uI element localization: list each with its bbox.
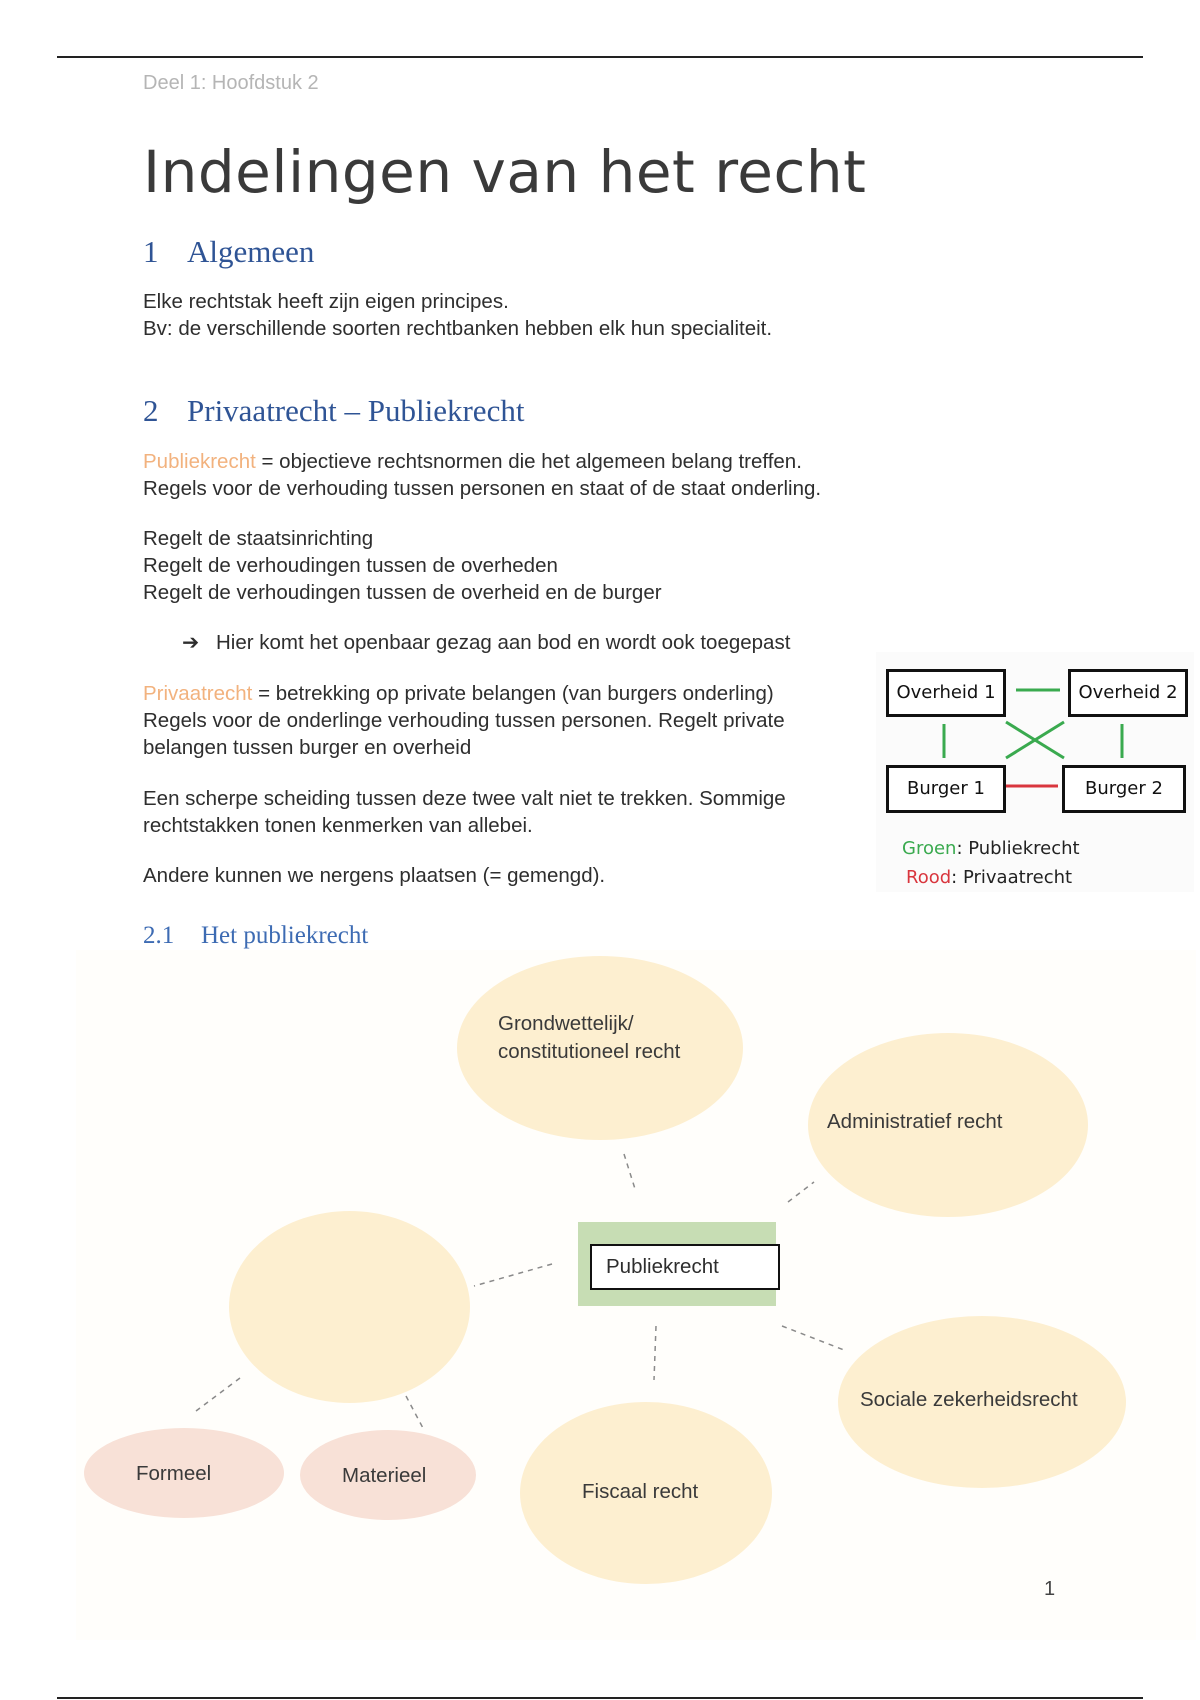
burger-2-box: Burger 2 <box>1062 765 1186 813</box>
connector-left-branch <box>474 1264 552 1286</box>
bubble-fiscal <box>520 1402 772 1584</box>
legend-red-label: : Privaatrecht <box>951 867 1073 888</box>
bubble-label: Formeel <box>136 1462 212 1485</box>
text-line: Andere kunnen we nergens plaatsen (= gemengd). <box>143 864 606 887</box>
definition-text: = objectieve rechtsnormen die het algemeen belang treffen. <box>255 450 802 473</box>
definition-text: = betrekking op private belangen (van burgers onderling) <box>252 682 774 705</box>
legend-green-word: Groen <box>902 838 957 859</box>
term-publiekrecht: Publiekrecht <box>143 450 256 473</box>
connector-social <box>782 1326 844 1350</box>
legend-green-label: : Publiekrecht <box>956 838 1080 859</box>
bubble-constitutional <box>457 956 743 1140</box>
section-number: 2 <box>143 393 159 428</box>
bubble-label: Fiscaal recht <box>582 1480 699 1503</box>
connector-administrative <box>788 1182 814 1202</box>
section-number: 2.1 <box>143 922 175 949</box>
bottom-rule <box>57 1697 1143 1699</box>
bubble-label: constitutioneel recht <box>498 1040 681 1063</box>
rule-line: Regelt de staatsinrichting <box>143 527 374 550</box>
bubble-label: Sociale zekerheidsrecht <box>860 1388 1078 1411</box>
text-line: Elke rechtstak heeft zijn eigen principes. <box>143 290 509 313</box>
connector-fiscal <box>654 1326 656 1380</box>
bubble-label: Administratief recht <box>827 1110 1003 1133</box>
bubble-label: Grondwettelijk/ <box>498 1012 634 1035</box>
bubble-social-security <box>838 1316 1126 1488</box>
rule-line: Regelt de verhoudingen tussen de overheden <box>143 554 558 577</box>
overheid-2-box: Overheid 2 <box>1068 669 1188 717</box>
overheid-1-box: Overheid 1 <box>886 669 1006 717</box>
bubble-label: Materieel <box>342 1464 427 1487</box>
text-line: Een scherpe scheiding tussen deze twee valt niet te trekken. Sommige <box>143 787 786 810</box>
right-arrow-icon: ➔ <box>182 631 200 654</box>
rule-line: Regelt de verhoudingen tussen de overheid en de burger <box>143 581 662 604</box>
bubble-administrative <box>808 1033 1088 1217</box>
section-title: Privaatrecht – Publiekrecht <box>187 393 525 428</box>
bubble-unlabeled <box>229 1211 470 1403</box>
text-line: rechtstakken tonen kenmerken van allebei. <box>143 814 533 837</box>
page-number: 1 <box>1044 1578 1056 1600</box>
text-line: Bv: de verschillende soorten rechtbanken hebben elk hun specialiteit. <box>143 317 773 340</box>
connector-constitutional <box>624 1154 636 1192</box>
text-line: belangen tussen burger en overheid <box>143 736 472 759</box>
legend-red-word: Rood <box>906 867 952 888</box>
burger-1-box: Burger 1 <box>886 765 1006 813</box>
section-number: 1 <box>143 234 159 269</box>
running-header: Deel 1: Hoofdstuk 2 <box>143 72 319 94</box>
text-line: Regels voor de onderlinge verhouding tussen personen. Regelt private <box>143 709 785 732</box>
text-line: Regels voor de verhouding tussen personen en staat of de staat onderling. <box>143 477 822 500</box>
bubble-material <box>300 1430 476 1520</box>
section-title: Het publiekrecht <box>201 922 369 949</box>
section-title: Algemeen <box>187 234 315 269</box>
center-node: Publiekrecht <box>590 1244 780 1290</box>
arrow-note-text: Hier komt het openbaar gezag aan bod en wordt ook toegepast <box>216 631 791 654</box>
page-title: Indelingen van het recht <box>143 138 867 206</box>
bubble-formal <box>84 1428 284 1518</box>
connector-formal <box>192 1378 240 1414</box>
connector-material <box>406 1396 424 1430</box>
term-privaatrecht: Privaatrecht <box>143 682 253 705</box>
